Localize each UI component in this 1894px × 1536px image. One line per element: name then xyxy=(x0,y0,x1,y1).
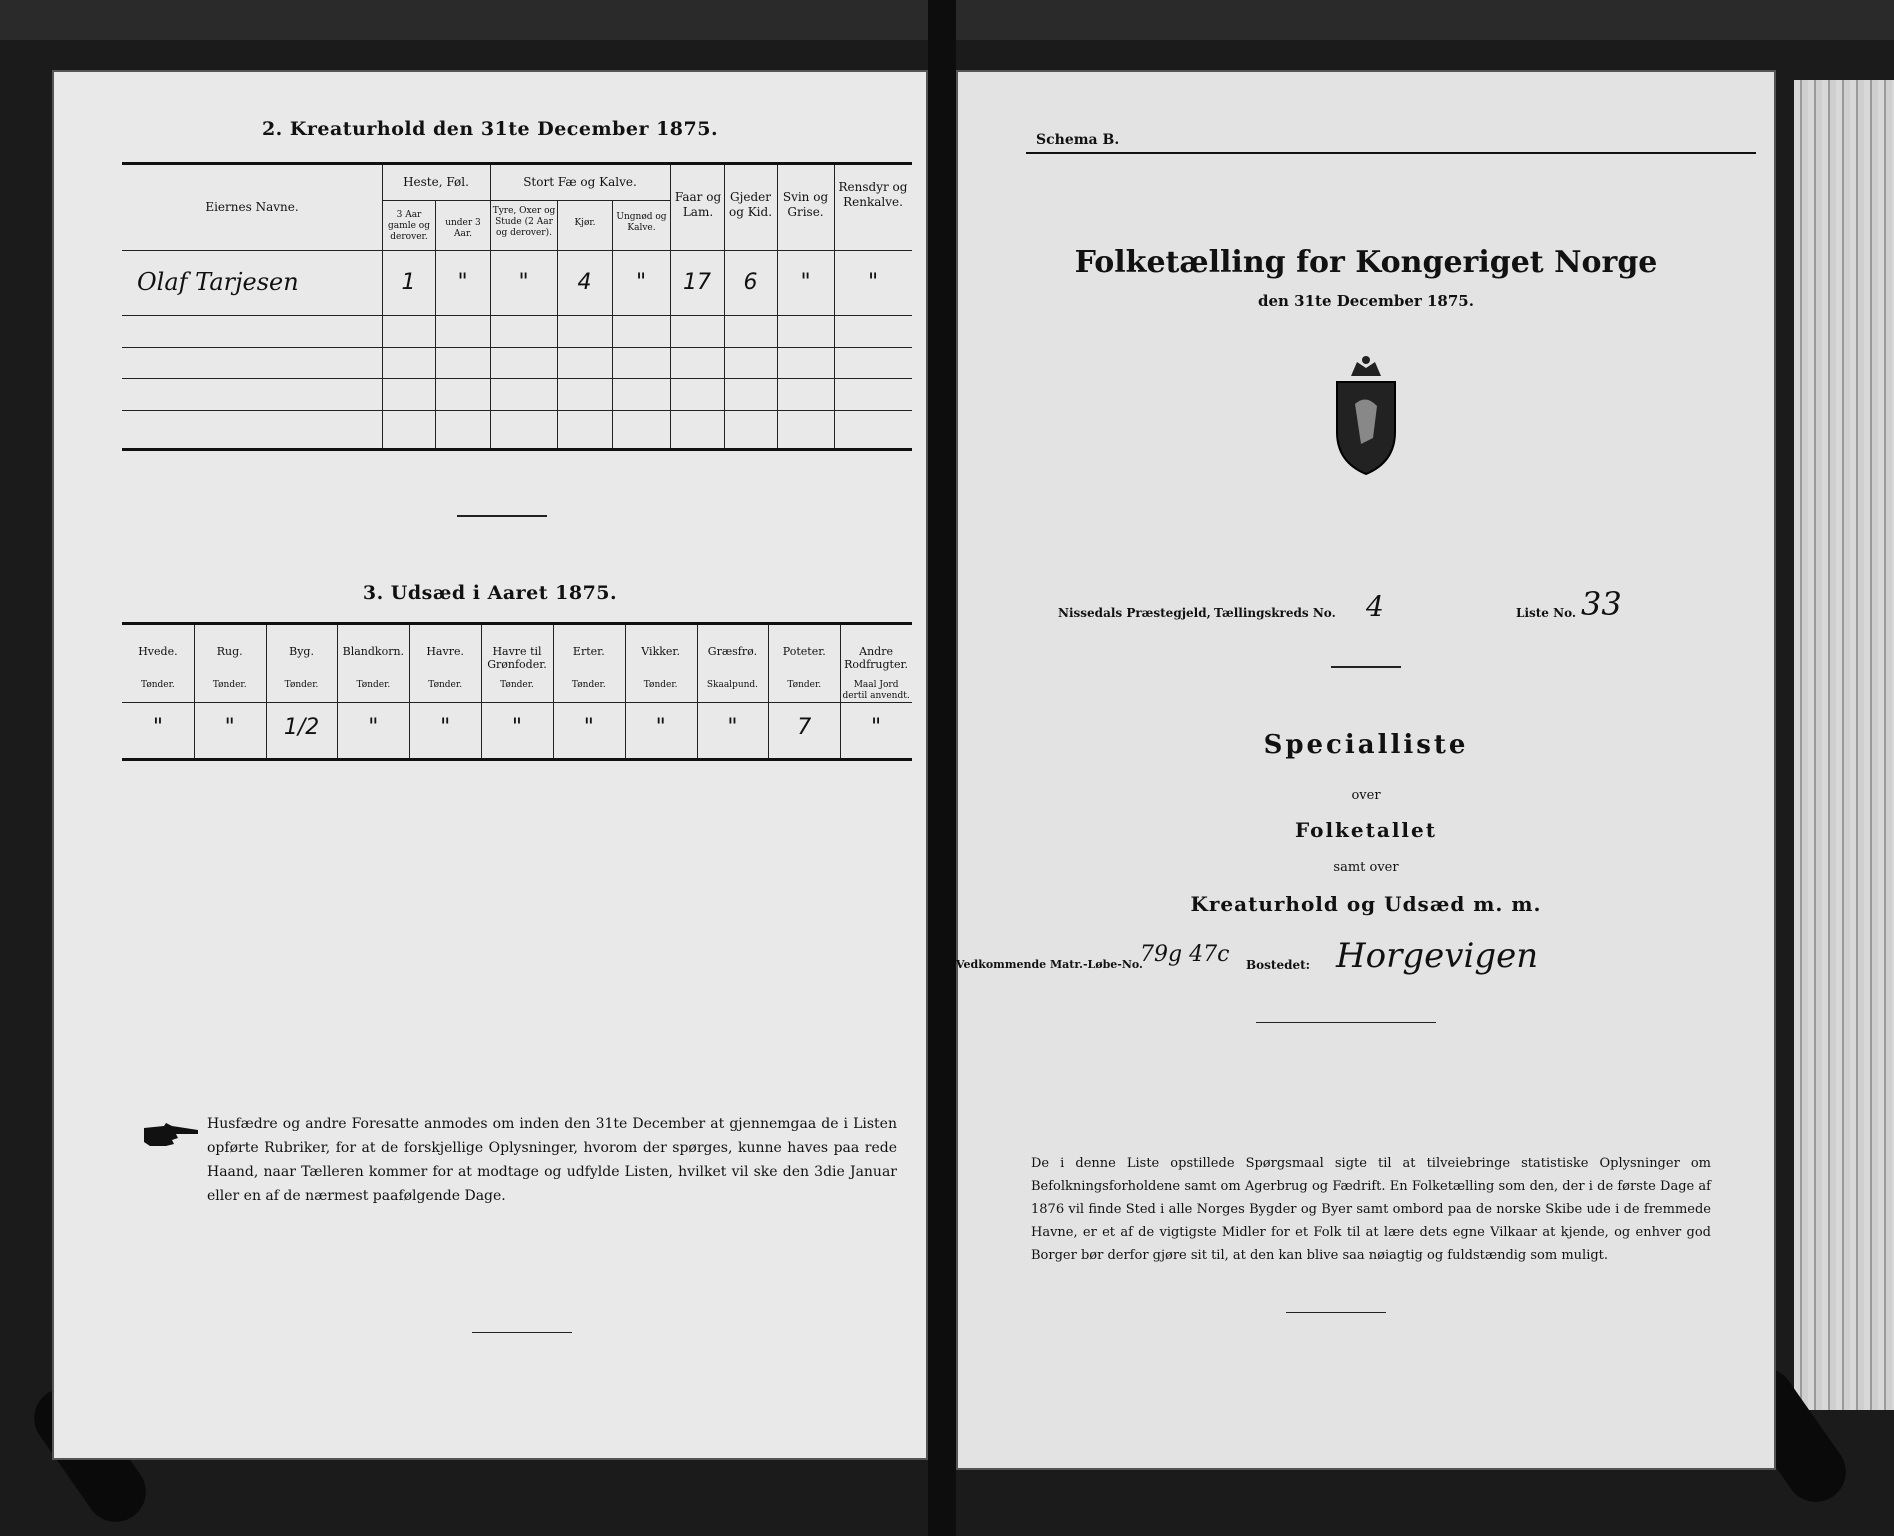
separator xyxy=(1331,666,1401,668)
cell-pigs: " xyxy=(800,270,811,295)
seed-header-name: Andre Rodfrugter. xyxy=(844,645,909,671)
seed-header-name: Havre til Grønfoder. xyxy=(487,645,547,671)
cell-horses-old: 1 xyxy=(401,270,416,295)
header-cattle-sub2: Kjør. xyxy=(574,218,596,228)
seed-value: " xyxy=(152,715,163,740)
livestock-title: 2. Kreaturhold den 31te December 1875. xyxy=(261,118,719,140)
subhead-line xyxy=(382,200,670,201)
owner-name: Olaf Tarjesen xyxy=(137,268,299,296)
district-value: 4 xyxy=(1366,590,1384,623)
seed-value: " xyxy=(871,715,882,740)
seed-header-name: Erter. xyxy=(572,645,605,658)
header-horses-sub1: 3 Aar gamle og derover. xyxy=(388,210,430,242)
seed-header-unit: Tønder. xyxy=(428,680,463,690)
seed-header-unit: Maal Jord dertil anvendt. xyxy=(842,680,910,701)
seed-value: " xyxy=(368,715,379,740)
seed-header-name: Havre. xyxy=(426,645,464,658)
seed-header-unit: Skaalpund. xyxy=(706,680,759,690)
seed-header-unit: Tønder. xyxy=(284,680,319,690)
seed-value: " xyxy=(440,715,451,740)
table-top-rule xyxy=(122,162,912,165)
seed-header-name: Byg. xyxy=(289,645,314,658)
seed-head-line xyxy=(122,702,912,703)
header-cattle-sub3: Ungnød og Kalve. xyxy=(616,212,667,233)
cell-sheep: 17 xyxy=(683,270,711,295)
district-label: Tællingskreds No. xyxy=(1214,606,1336,620)
header-cattle-sub1: Tyre, Oxer og Stude (2 Aar og derover). xyxy=(492,206,556,238)
seed-header-unit: Tønder. xyxy=(141,680,175,690)
seed-top-rule xyxy=(122,622,912,625)
separator xyxy=(1256,1022,1436,1023)
specialliste-title: Specialliste xyxy=(1263,730,1469,760)
seed-value: " xyxy=(224,715,235,740)
header-split xyxy=(122,250,912,251)
matr-value: 79g 47c xyxy=(1140,942,1230,967)
seed-header-name: Græsfrø. xyxy=(707,645,758,658)
col-line xyxy=(382,165,383,448)
seed-header-unit: Tønder. xyxy=(787,680,822,690)
col-line xyxy=(435,200,436,448)
seed-header-name: Hvede. xyxy=(138,645,178,658)
col-line xyxy=(670,165,671,448)
census-title: Folketælling for Kongeriget Norge xyxy=(1074,245,1658,280)
seed-header-unit: Tønder. xyxy=(643,680,678,690)
matr-label: Vedkommende Matr.-Løbe-No. xyxy=(956,958,1143,971)
cell-cattle-bulls: " xyxy=(518,270,529,295)
list-value: 33 xyxy=(1581,585,1622,623)
header-horses: Heste, Føl. xyxy=(403,175,469,189)
separator xyxy=(472,1332,572,1333)
seed-value: " xyxy=(583,715,594,740)
row-line xyxy=(122,378,912,379)
cell-horses-young: " xyxy=(457,270,468,295)
header-horses-sub2: under 3 Aar. xyxy=(445,218,481,239)
seed-value: 1/2 xyxy=(283,715,320,740)
seed-value: 7 xyxy=(797,715,812,740)
header-pigs: Svin og Grise. xyxy=(782,190,829,219)
table-bottom-rule xyxy=(122,448,912,451)
col-line xyxy=(557,200,558,448)
col-line xyxy=(612,200,613,448)
header-reindeer: Rensdyr og Renkalve. xyxy=(838,180,908,209)
seed-value: " xyxy=(727,715,738,740)
header-owner: Eiernes Navne. xyxy=(205,200,299,214)
samt-over-text: samt over xyxy=(1333,860,1399,875)
schema-rule xyxy=(1026,152,1756,154)
cell-reindeer: " xyxy=(867,270,879,295)
header-goats: Gjeder og Kid. xyxy=(728,190,773,219)
header-sheep: Faar og Lam. xyxy=(674,190,722,219)
seed-header-name: Rug. xyxy=(216,645,243,658)
seed-value: " xyxy=(655,715,666,740)
col-line xyxy=(490,165,491,448)
row-line xyxy=(122,315,912,316)
cell-cattle-young: " xyxy=(635,270,647,295)
seed-bottom-rule xyxy=(122,758,912,761)
header-cattle: Stort Fæ og Kalve. xyxy=(523,175,637,189)
seed-title: 3. Udsæd i Aaret 1875. xyxy=(362,582,618,604)
seed-header-name: Poteter. xyxy=(782,645,826,658)
seed-header-unit: Tønder. xyxy=(212,680,247,690)
book-gutter xyxy=(928,0,956,1536)
separator xyxy=(457,515,547,517)
seed-header-name: Blandkorn. xyxy=(342,645,405,658)
seed-header-unit: Tønder. xyxy=(571,680,606,690)
seed-header-unit: Tønder. xyxy=(500,680,534,690)
cell-cattle-cows: 4 xyxy=(577,270,592,295)
schema-label: Schema B. xyxy=(1036,132,1120,148)
page-stack-edge xyxy=(1794,80,1894,1410)
census-date: den 31te December 1875. xyxy=(1258,292,1474,310)
folketallet-title: Folketallet xyxy=(1295,818,1437,842)
row-line xyxy=(122,410,912,411)
bostedet-value: Horgevigen xyxy=(1336,936,1539,976)
pointing-hand-icon xyxy=(142,1120,202,1150)
right-page xyxy=(956,70,1776,1470)
row-line xyxy=(122,347,912,348)
over-text: over xyxy=(1351,788,1381,803)
bostedet-label: Bostedet: xyxy=(1246,958,1311,972)
parish-label: Nissedals Præstegjeld, xyxy=(1058,606,1211,620)
left-page xyxy=(52,70,928,1460)
seed-header-name: Vikker. xyxy=(641,645,680,658)
census-footnote: De i denne Liste opstillede Spørgsmaal sigte til at tilveiebringe statistiske Oplysninger om Befolkningsforholdene samt om Agerbrug og Fædrift. En Folketælling som den, der i de første Dage af 1876 vil finde Sted i alle Norges Bygder og Byer samt ombord paa de norske Skibe ude i de fremmede Havne, er et af de vigtigste Midler for et Folk til at lære dets egne Vilkaar at kjende, og enhver god Borger bør derfor gjøre sit til, at den kan blive saa nøiagtig og fuldstændig som muligt. xyxy=(1031,1156,1711,1263)
list-label: Liste No. xyxy=(1516,606,1577,620)
kreaturhold-title: Kreaturhold og Udsæd m. m. xyxy=(1190,892,1542,916)
seed-header-unit: Tønder. xyxy=(356,680,391,690)
cell-goats: 6 xyxy=(743,270,758,295)
instructions-notice: Husfædre og andre Foresatte anmodes om inden den 31te December at gjennemgaa de i Listen opførte Rubriker, for at de forskjellige Oplysninger, hvorom der spørges, kunne haves paa rede Haand, naar Tælleren kommer for at modtage og udfylde Listen, hvilket vil ske den 3die Januar eller en af de nærmest paafølgende Dage. xyxy=(207,1116,897,1204)
separator xyxy=(1286,1312,1386,1313)
seed-value: " xyxy=(511,715,523,740)
norway-coat-of-arms-icon xyxy=(1321,354,1411,478)
